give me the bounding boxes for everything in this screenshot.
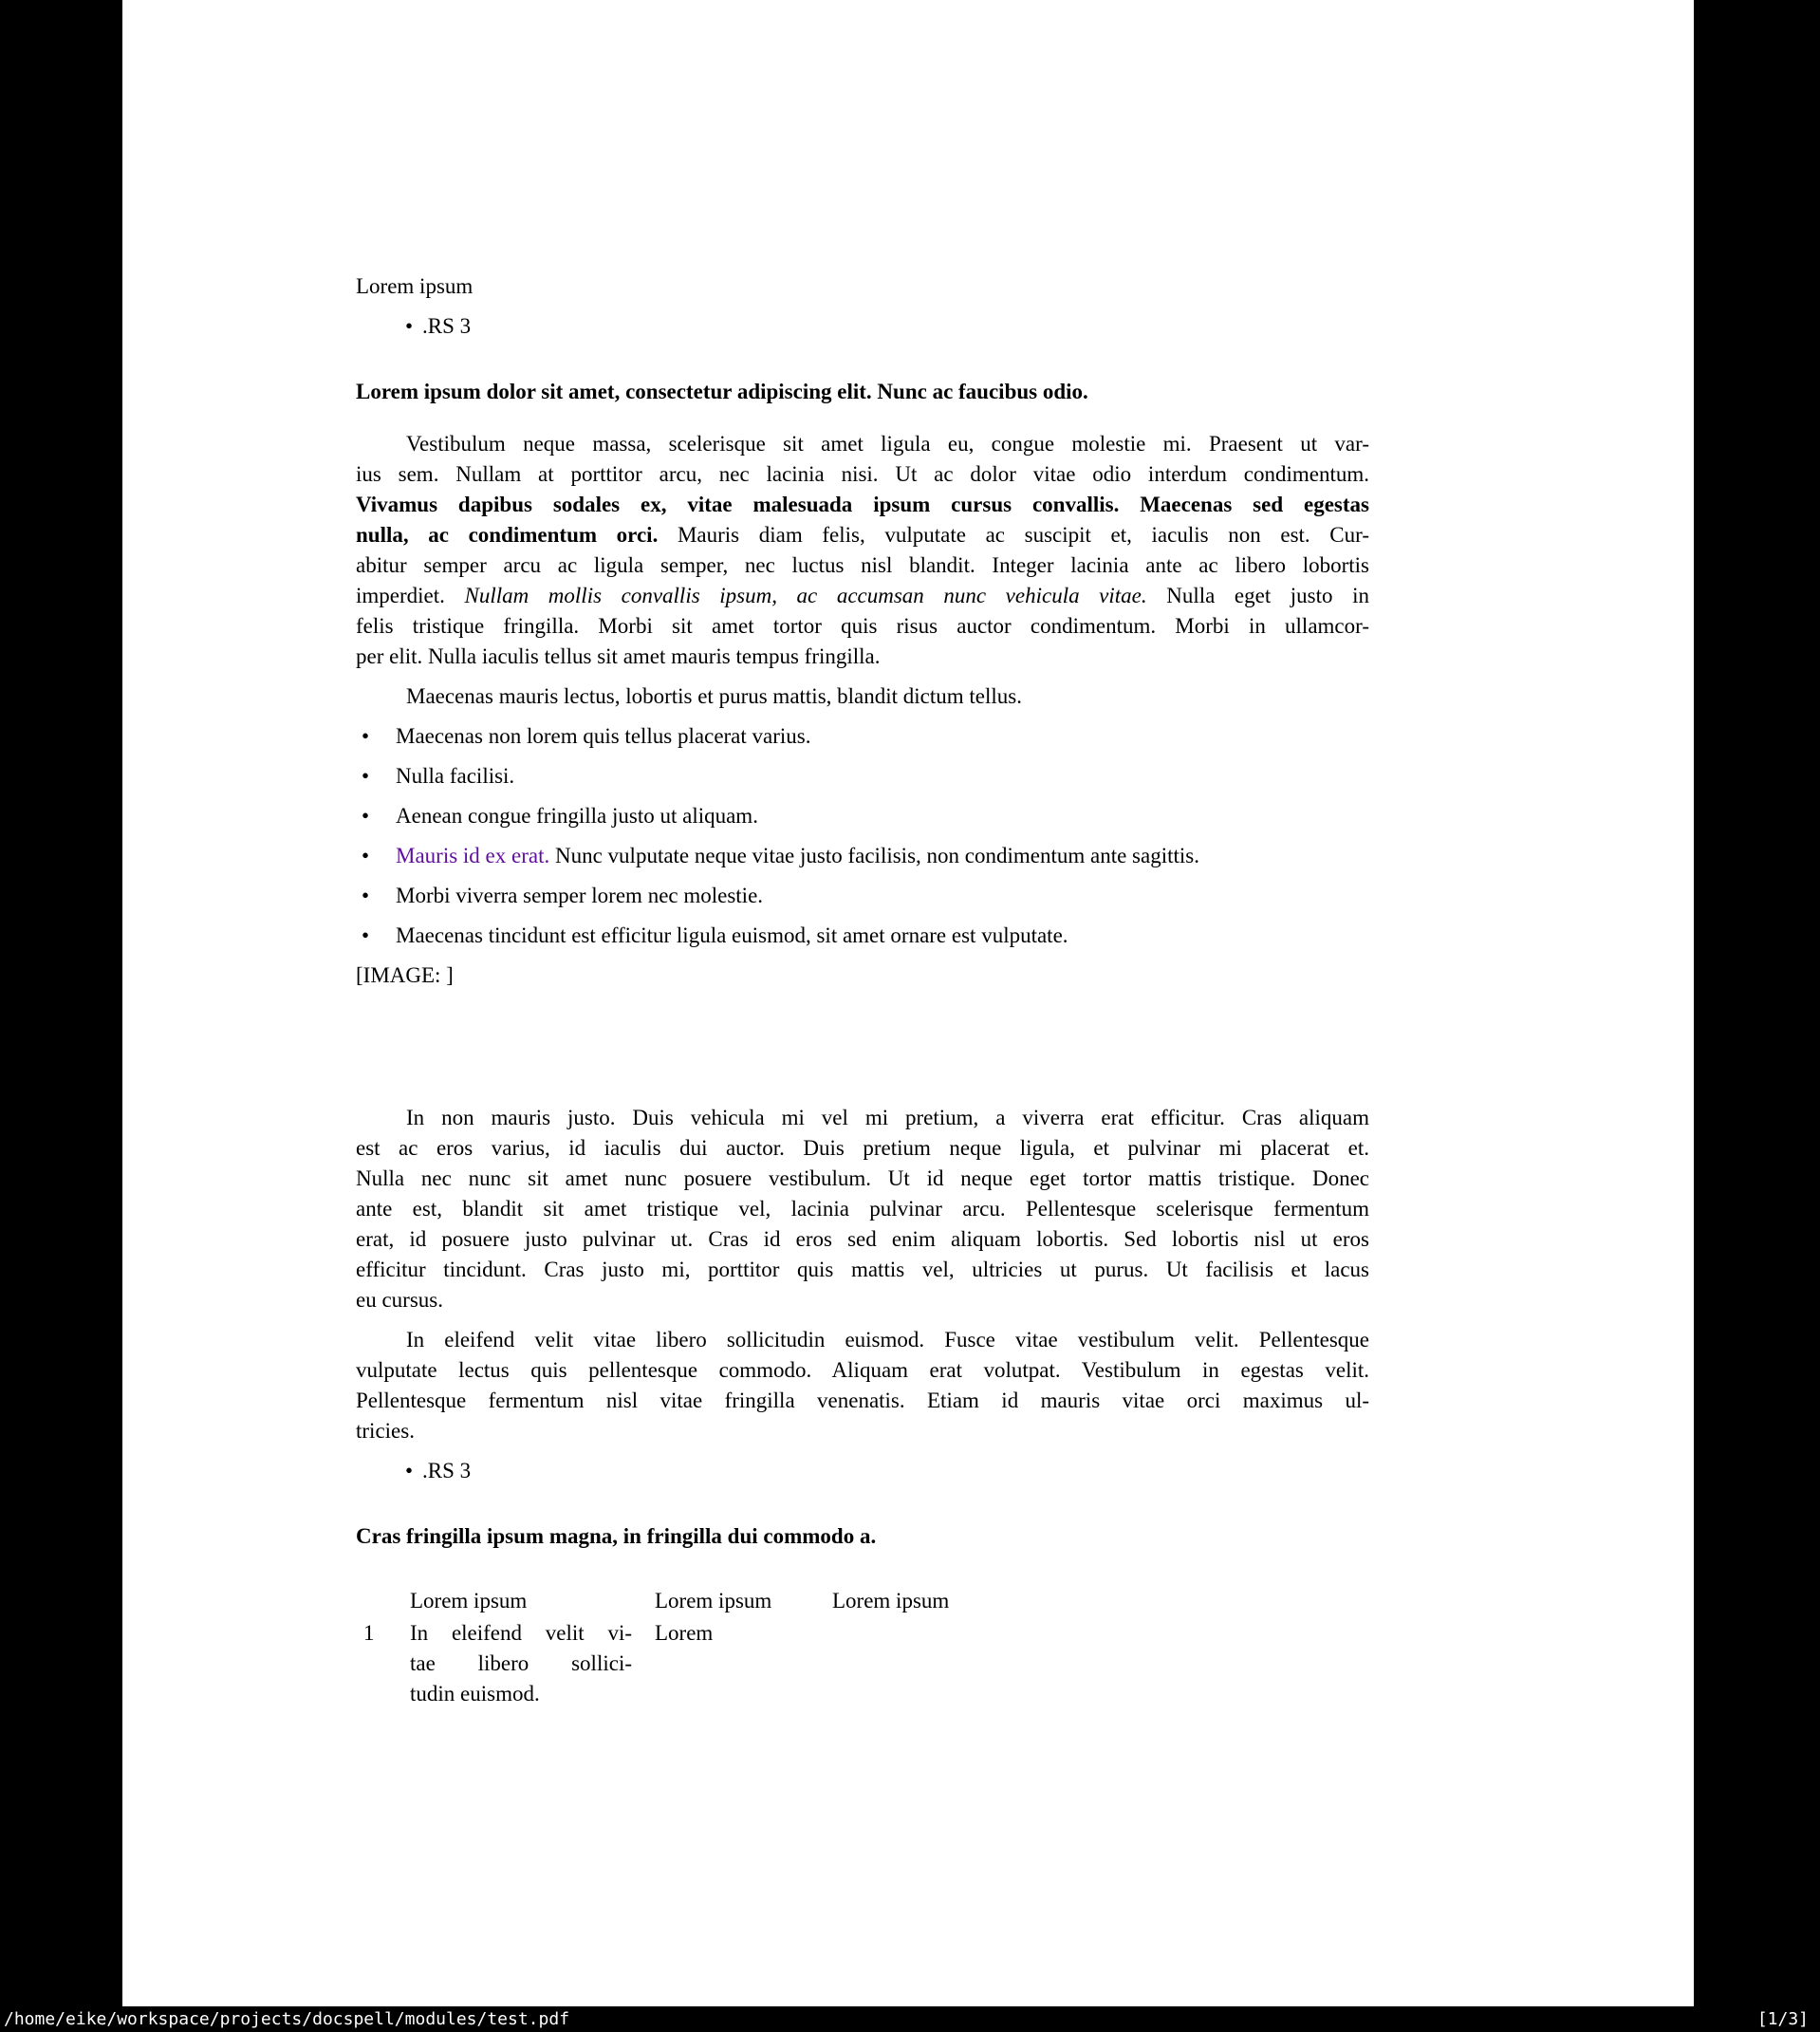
table-header-cell: Lorem ipsum [410,1589,528,1613]
paragraph-line [356,1386,1369,1416]
text-segment: Aenean congue fringilla justo ut aliquam. [396,804,758,828]
text-segment: Morbi viverra semper lorem nec molestie. [396,884,764,907]
paragraph-line [356,490,1369,520]
list-item-text [396,721,1369,752]
bullet-icon: • [362,764,370,788]
list-item [356,881,1369,911]
paragraph-line [356,1224,1369,1255]
text-segment: In non mauris justo. Duis vehicula mi vel mi pretium, a viverra erat efficitur. Cras aliquam [406,1106,1369,1129]
table-cell-line: In eleifend velit vi- [410,1621,632,1645]
text-segment: Nulla facilisi. [396,764,515,788]
list-item [356,921,1369,951]
paragraph-line [356,1255,1369,1285]
image-placeholder: [IMAGE: ] [356,963,454,987]
paragraph-line [356,1164,1369,1194]
text-segment: imperdiet. [356,584,465,607]
paragraph-line [356,550,1369,581]
paragraph-line [356,1325,1369,1355]
statusbar-page-indicator: [1/3] [1756,2009,1809,2029]
text-segment: Maecenas non lorem quis tellus placerat varius. [396,724,811,748]
table-header-cell: Lorem ipsum [832,1589,950,1613]
table-cell [410,1618,632,1709]
list-item [356,841,1369,871]
table-cell [832,1618,997,1709]
text-segment: In eleifend velit vitae libero sollicitudin euismod. Fusce vitae vestibulum velit. Pellentesque [406,1328,1369,1352]
text-segment: eu cursus. [356,1288,443,1312]
rs-bullet-item [356,1456,1369,1486]
text-segment: Pellentesque fermentum nisl vitae fringilla venenatis. Etiam id mauris vitae orci maximus ul- [356,1389,1369,1412]
text-segment: nulla, ac condimentum orci. [356,523,659,547]
pdf-content [356,0,1369,1709]
text-segment: Mauris diam felis, vulputate ac suscipit et, iaculis non est. Cur- [658,523,1369,547]
text-segment: Nulla nec nunc sit amet nunc posuere vestibulum. Ut id neque eget tortor mattis tristique. Donec [356,1166,1369,1190]
text-segment: Nunc vulputate neque vitae justo facilisis, non condimentum ante sagittis. [549,844,1199,867]
statusbar [0,2006,1820,2032]
bullet-icon: • [362,884,370,907]
rs-bullet-label: .RS 3 [422,314,472,338]
paragraph [356,1325,1369,1446]
paragraph-line [356,1285,1369,1315]
text-segment: Vivamus dapibus sodales ex, vitae malesuada ipsum cursus convallis. Maecenas sed egestas [356,493,1369,516]
paragraph [356,429,1369,672]
pdf-page [122,0,1694,2006]
paragraph [356,681,1369,712]
table-cell-line: tae libero sollici- [410,1651,632,1675]
section-heading-1: Lorem ipsum dolor sit amet, consectetur adipiscing elit. Nunc ac faucibus odio. [356,380,1088,403]
paragraph-line [356,1416,1369,1446]
pdf-link[interactable]: Mauris id ex erat. [396,844,550,867]
list-item-text [396,841,1369,871]
table-cell-line: Lorem [655,1621,714,1645]
text-segment: ante est, blandit sit amet tristique vel, lacinia pulvinar arcu. Pellentesque scelerisque fermentum [356,1197,1369,1221]
table-header-cell: Lorem ipsum [655,1589,772,1613]
text-segment: Nulla eget justo in [1146,584,1369,607]
table-header-row [363,1586,1369,1616]
list-item-text [396,921,1369,951]
intro-line: Lorem ipsum [356,274,474,298]
bullet-icon: • [362,804,370,828]
statusbar-file-path: /home/eike/workspace/projects/docspell/modules/test.pdf [4,2009,570,2029]
text-segment: Maecenas mauris lectus, lobortis et purus mattis, blandit dictum tellus. [406,684,1022,708]
bullet-icon: • [405,314,414,338]
paragraph-line [356,1194,1369,1224]
paragraph-line [356,520,1369,550]
list-item [356,761,1369,792]
list-item-text [396,881,1369,911]
rs-bullet-item [356,311,1369,342]
list-item [356,801,1369,831]
paragraph-line [356,1133,1369,1164]
bullet-icon: • [362,724,370,748]
text-segment: est ac eros varius, id iaculis dui auctor. Duis pretium neque ligula, et pulvinar mi placerat et. [356,1136,1369,1160]
paragraph-line [356,581,1369,611]
text-segment: erat, id posuere justo pulvinar ut. Cras id eros sed enim aliquam lobortis. Sed lobortis nisl ut eros [356,1227,1369,1251]
list-item-text [396,761,1369,792]
text-segment: per elit. Nulla iaculis tellus sit amet mauris tempus fringilla. [356,644,881,668]
paragraph-line [356,611,1369,642]
section-heading-2: Cras fringilla ipsum magna, in fringilla dui commodo a. [356,1524,877,1548]
table-cell-line: tudin euismod. [410,1682,540,1706]
text-segment: felis tristique fringilla. Morbi sit amet tortor quis risus auctor condimentum. Morbi in ullamcor- [356,614,1369,638]
text-segment: Nullam mollis convallis ipsum, ac accumsan nunc vehicula vitae. [464,584,1147,607]
text-segment: tricies. [356,1419,415,1443]
table-row-number: 1 [363,1621,375,1645]
text-segment: efficitur tincidunt. Cras justo mi, porttitor quis mattis vel, ultricies ut purus. Ut facilisis et lacus [356,1258,1369,1281]
bullet-icon: • [362,923,370,947]
text-segment: vulputate lectus quis pellentesque commodo. Aliquam erat volutpat. Vestibulum in egestas velit. [356,1358,1369,1382]
paragraph-line [356,681,1369,712]
text-segment: ius sem. Nullam at porttitor arcu, nec lacinia nisi. Ut ac dolor vitae odio interdum condimentum. [356,462,1369,486]
paragraph-line [356,459,1369,490]
table [356,1586,1369,1709]
table-row [363,1618,1369,1709]
list-item [356,721,1369,752]
bullet-list [356,721,1369,951]
rs-bullet-label: .RS 3 [422,1459,472,1482]
paragraph-line [356,642,1369,672]
paragraph-line [356,1355,1369,1386]
paragraph-line [356,1103,1369,1133]
image-area-spacer [356,991,1369,1082]
list-item-text [396,801,1369,831]
text-segment: Maecenas tincidunt est efficitur ligula euismod, sit amet ornare est vulputate. [396,923,1068,947]
text-segment: Vestibulum neque massa, scelerisque sit amet ligula eu, congue molestie mi. Praesent ut var- [406,432,1369,456]
bullet-icon: • [362,844,370,867]
table-header-cell-empty [363,1586,410,1616]
table-cell [655,1618,832,1709]
text-segment: abitur semper arcu ac ligula semper, nec luctus nisl blandit. Integer lacinia ante ac libero lobortis [356,553,1369,577]
paragraph [356,1103,1369,1315]
paragraph-line [356,429,1369,459]
bullet-icon: • [405,1459,414,1482]
